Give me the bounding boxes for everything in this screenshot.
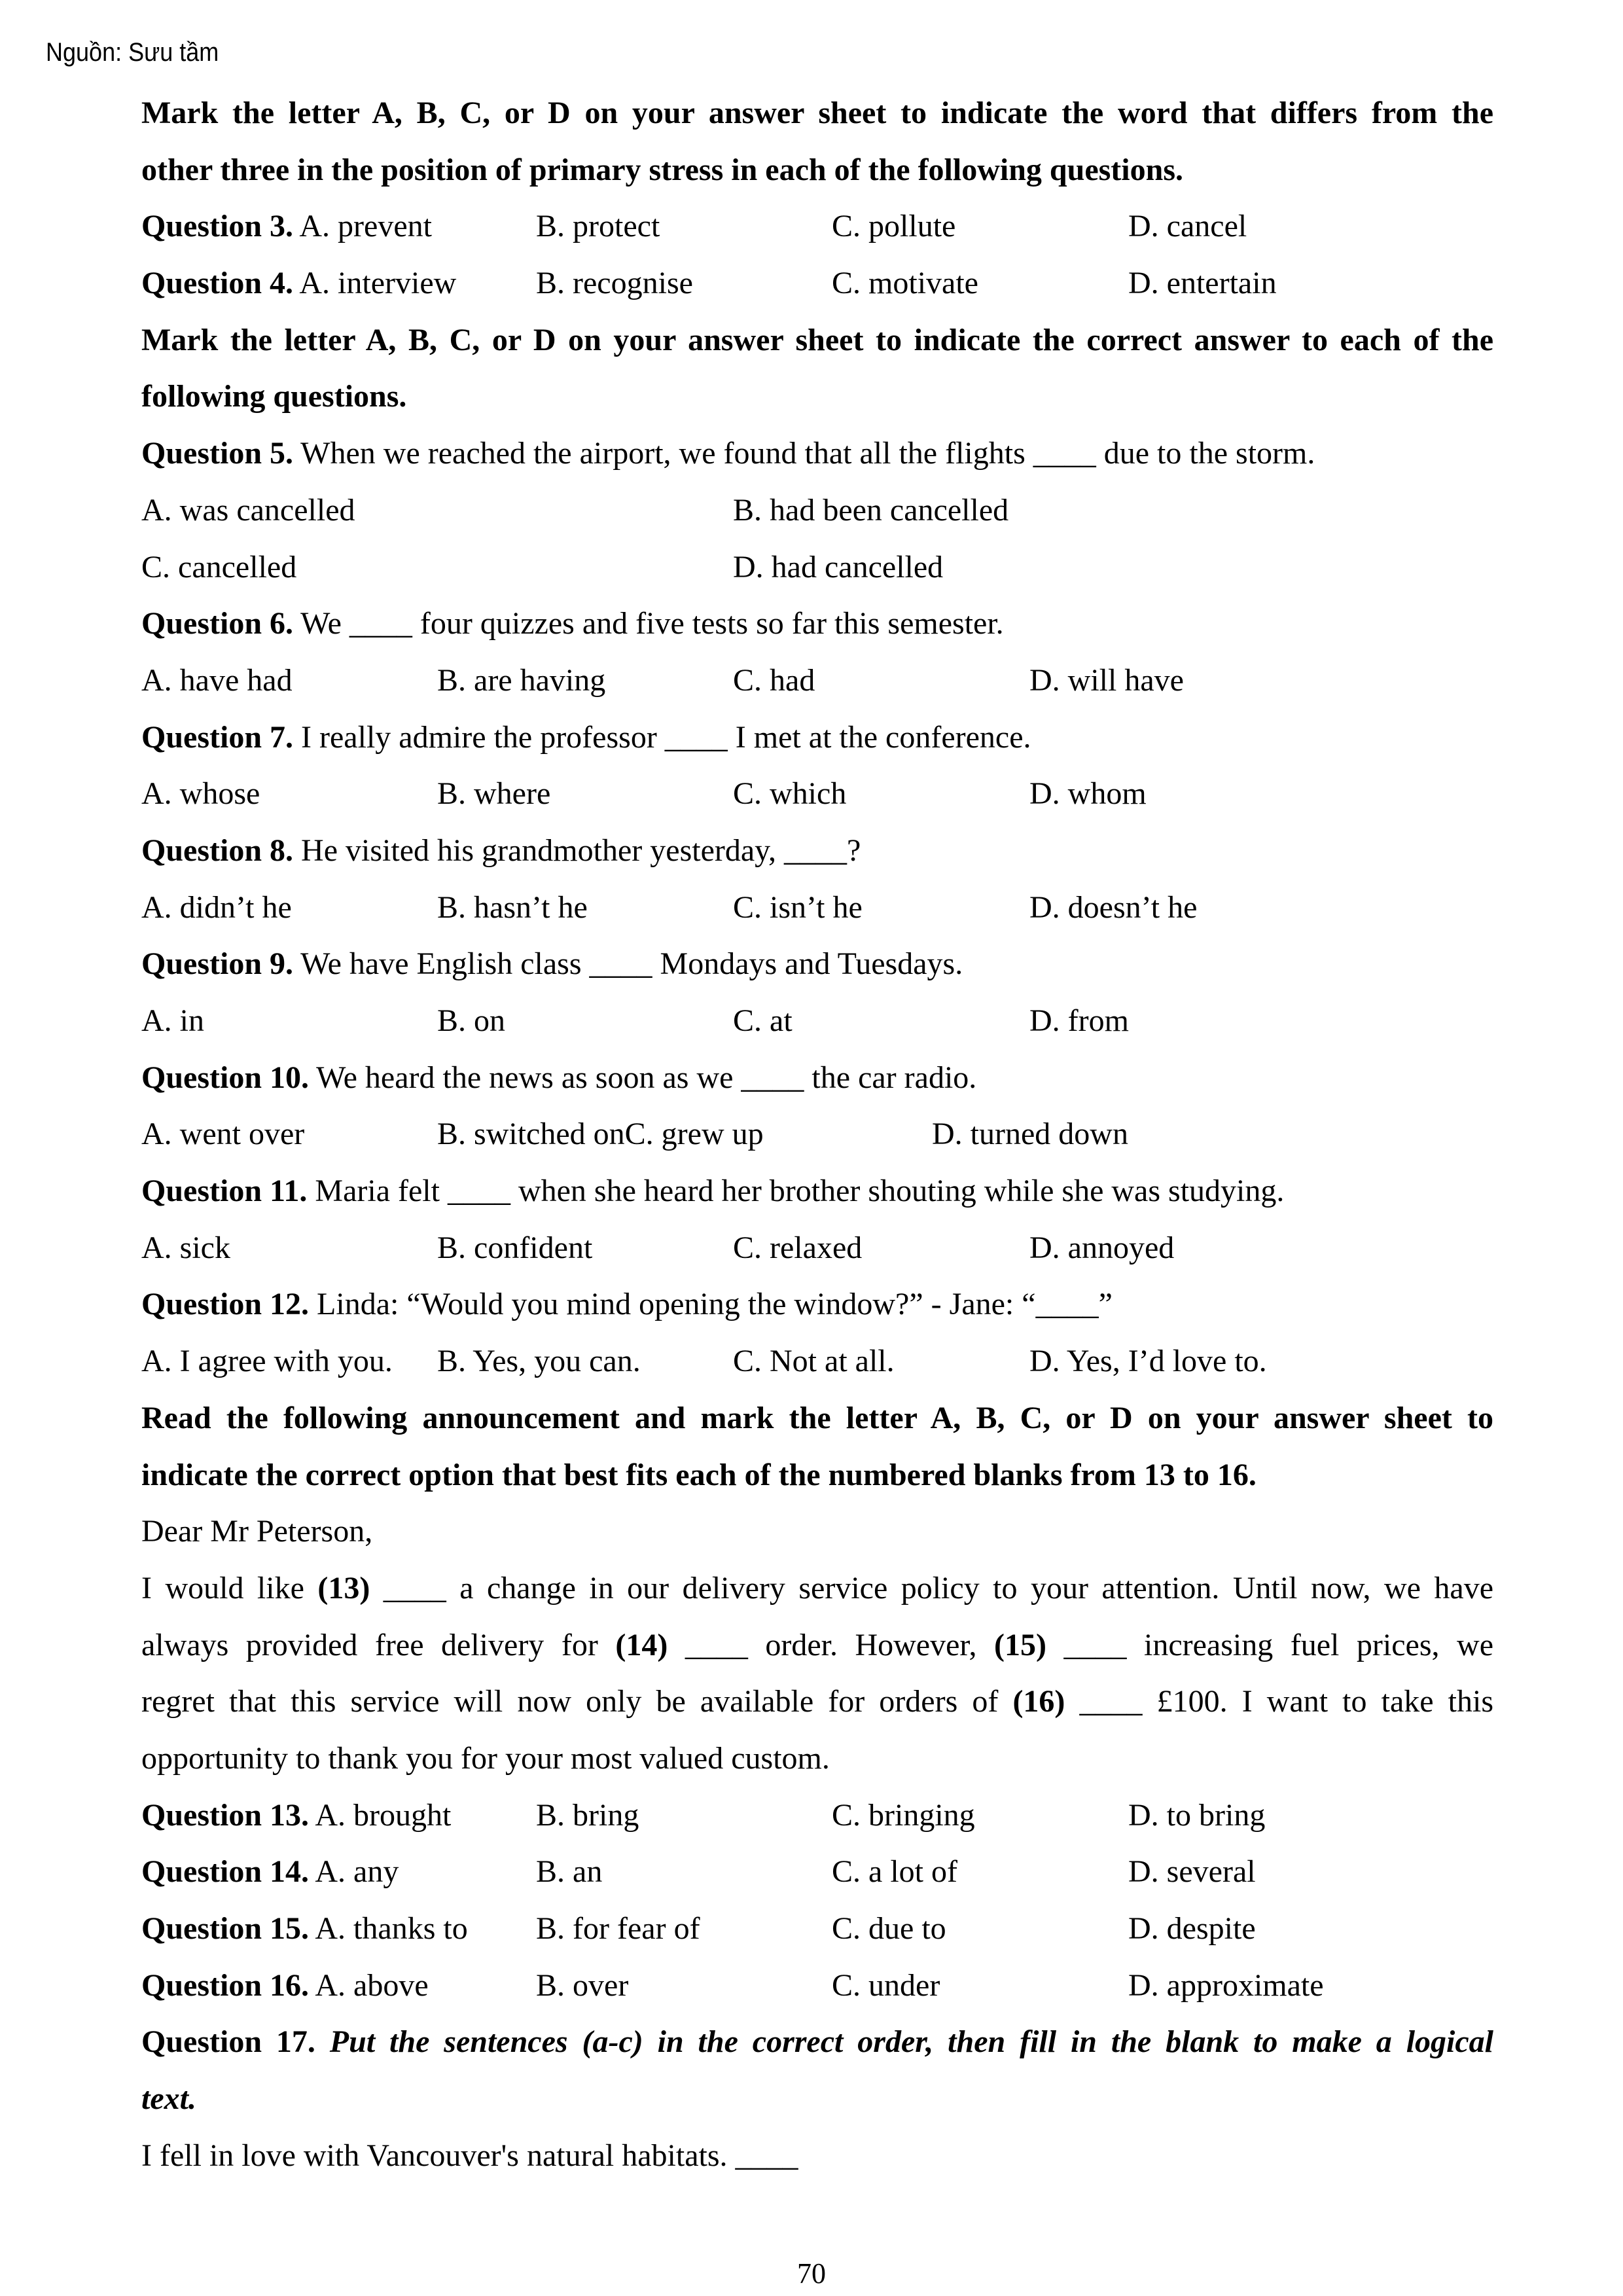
answer-option: D. entertain xyxy=(1128,266,1277,301)
question-10 xyxy=(141,1050,1493,1107)
question-label: Question 15. xyxy=(141,1911,310,1946)
text: Linda: “Would you mind opening the window?” - Jane: “____” xyxy=(309,1287,1113,1322)
answer-option: D. to bring xyxy=(1128,1797,1266,1833)
answer-option: C. had xyxy=(733,662,815,698)
answer-option: B. confident xyxy=(437,1230,593,1265)
bold-text: Question 11. xyxy=(141,1174,308,1209)
text: I would like xyxy=(141,1570,318,1605)
answer-option: B. for fear of xyxy=(536,1911,700,1946)
question-17-line xyxy=(141,2014,1493,2071)
answer-option: C. motivate xyxy=(832,266,978,301)
answer-option: D. will have xyxy=(1029,662,1184,698)
bold-text: Mark the letter A, B, C, or D on your answer sheet to indicate the word that differs from the xyxy=(141,96,1493,130)
answer-option: D. cancel xyxy=(1128,209,1247,244)
question-8 xyxy=(141,823,1493,880)
answer-option: A. thanks to xyxy=(309,1911,468,1946)
bold-text: Mark the letter A, B, C, or D on your answer sheet to indicate the correct answer to each of the xyxy=(141,322,1493,357)
text: Maria felt ____ when she heard her brother shouting while she was studying. xyxy=(307,1174,1285,1209)
answer-option: C. Not at all. xyxy=(733,1344,895,1379)
answer-option: B. an xyxy=(536,1854,603,1890)
question-11 xyxy=(141,1163,1493,1220)
text: always provided free delivery for xyxy=(141,1627,616,1662)
answer-option: B. where xyxy=(437,776,551,812)
bold-text: Question 8. xyxy=(141,833,294,868)
bold-text: Question 9. xyxy=(141,946,294,982)
text: opportunity to thank you for your most valued custom. xyxy=(141,1740,830,1776)
bold-text: Question 17. xyxy=(141,2024,315,2060)
text: Dear Mr Peterson, xyxy=(141,1514,373,1549)
instruction-correct-answer-line xyxy=(141,312,1493,369)
question-17-line xyxy=(141,2071,1493,2128)
question-label: Question 13. xyxy=(141,1797,310,1833)
answer-option: B. protect xyxy=(536,209,660,244)
answer-option: A. have had xyxy=(141,662,293,698)
question-7-options xyxy=(141,766,1493,823)
letter-body-line xyxy=(141,1674,1493,1731)
instruction-stress-line xyxy=(141,142,1493,199)
question-13 xyxy=(141,1787,1493,1844)
answer-option: D. despite xyxy=(1128,1911,1256,1946)
answer-option: A. I agree with you. xyxy=(141,1344,393,1379)
bold-text: following questions. xyxy=(141,379,407,414)
answer-option: C. relaxed xyxy=(733,1230,863,1265)
bold-text: Question 10. xyxy=(141,1060,310,1095)
answer-option: B. on xyxy=(437,1003,506,1038)
text: ____ order. However, xyxy=(668,1627,994,1662)
instruction-announcement-line xyxy=(141,1447,1493,1504)
question-8-options xyxy=(141,880,1493,937)
letter-body-line xyxy=(141,1617,1493,1674)
text: ____ increasing fuel prices, we xyxy=(1046,1627,1494,1662)
bold-text: (15) xyxy=(994,1627,1046,1662)
page-number: 70 xyxy=(797,2257,826,2289)
question-4 xyxy=(141,255,1493,312)
letter-body-line xyxy=(141,1731,1493,1787)
question-17-text xyxy=(141,2128,1493,2185)
question-5-options-row2 xyxy=(141,539,1493,596)
question-11-options xyxy=(141,1220,1493,1277)
question-6 xyxy=(141,596,1493,653)
answer-option: C. under xyxy=(832,1967,940,2003)
answer-option: B. over xyxy=(536,1967,629,2003)
text: I fell in love with Vancouver's natural habitats. ____ xyxy=(141,2138,798,2173)
bold-text: Question 6. xyxy=(141,606,294,641)
question-label: Question 3. xyxy=(141,209,294,244)
answer-option: C. isn’t he xyxy=(733,889,863,925)
answer-option: D. annoyed xyxy=(1029,1230,1175,1265)
question-9 xyxy=(141,936,1493,993)
question-3 xyxy=(141,198,1493,255)
text: We ____ four quizzes and five tests so far this semester. xyxy=(293,606,1004,641)
question-7 xyxy=(141,709,1493,766)
text: We have English class ____ Mondays and Tuesdays. xyxy=(293,946,963,982)
text: regret that this service will now only be available for orders of xyxy=(141,1684,1013,1719)
question-5-options-row1 xyxy=(141,482,1493,539)
question-15 xyxy=(141,1901,1493,1958)
bold-text: other three in the position of primary stress in each of the following questions. xyxy=(141,152,1183,187)
answer-option: C. cancelled xyxy=(141,549,297,584)
bold-text: Read the following announcement and mark the letter A, B, C, or D on your answer sheet to xyxy=(141,1400,1493,1435)
bold-text: Question 7. xyxy=(141,719,294,755)
letter-body-line xyxy=(141,1560,1493,1617)
answer-option: C. pollute xyxy=(832,209,956,244)
answer-option: A. went over xyxy=(141,1117,305,1152)
bold-italic-text: Put the sentences (a-c) in the correct order, then fill in the blank to make a logical xyxy=(315,2024,1494,2060)
text: When we reached the airport, we found that all the flights ____ due to the storm. xyxy=(293,436,1315,471)
answer-option: A. prevent xyxy=(293,209,432,244)
question-label: Question 4. xyxy=(141,266,294,301)
instruction-correct-answer-line xyxy=(141,368,1493,425)
answer-option: B. switched onC. grew up xyxy=(437,1117,764,1152)
answer-option: D. from xyxy=(1029,1003,1129,1038)
answer-option: D. Yes, I’d love to. xyxy=(1029,1344,1267,1379)
answer-option: A. whose xyxy=(141,776,260,812)
source-header: Nguồn: Sưu tầm xyxy=(46,38,219,67)
bold-text: Question 12. xyxy=(141,1287,310,1322)
answer-option: B. recognise xyxy=(536,266,693,301)
answer-option: C. bringing xyxy=(832,1797,975,1833)
answer-option: D. had cancelled xyxy=(733,549,944,584)
text: We heard the news as soon as we ____ the car radio. xyxy=(309,1060,977,1095)
text: I really admire the professor ____ I met at the conference. xyxy=(293,719,1031,755)
question-label: Question 16. xyxy=(141,1967,310,2003)
answer-option: D. approximate xyxy=(1128,1967,1324,2003)
answer-option: B. had been cancelled xyxy=(733,492,1009,528)
question-12-options xyxy=(141,1333,1493,1390)
instruction-stress-line xyxy=(141,85,1493,142)
letter-greeting xyxy=(141,1503,1493,1560)
bold-text: (14) xyxy=(615,1627,668,1662)
text: ____ £100. I want to take this xyxy=(1065,1684,1494,1719)
text: ____ a change in our delivery service policy to your attention. Until now, we have xyxy=(370,1570,1493,1605)
answer-option: A. brought xyxy=(309,1797,452,1833)
bold-text: Question 5. xyxy=(141,436,294,471)
bold-text: (13) xyxy=(317,1570,370,1605)
answer-option: D. turned down xyxy=(932,1117,1128,1152)
answer-option: C. at xyxy=(733,1003,793,1038)
bold-text: indicate the correct option that best fits each of the numbered blanks from 13 to 16. xyxy=(141,1457,1257,1492)
answer-option: A. was cancelled xyxy=(141,492,355,528)
answer-option: A. in xyxy=(141,1003,204,1038)
text: He visited his grandmother yesterday, ____? xyxy=(293,833,861,868)
question-label: Question 14. xyxy=(141,1854,310,1890)
bold-text: (16) xyxy=(1012,1684,1065,1719)
answer-option: A. any xyxy=(309,1854,399,1890)
instruction-announcement-line xyxy=(141,1390,1493,1447)
question-14 xyxy=(141,1844,1493,1901)
answer-option: A. didn’t he xyxy=(141,889,292,925)
answer-option: B. are having xyxy=(437,662,606,698)
answer-option: D. several xyxy=(1128,1854,1256,1890)
document-body xyxy=(141,85,1493,2184)
answer-option: B. bring xyxy=(536,1797,639,1833)
answer-option: A. interview xyxy=(293,266,457,301)
question-6-options xyxy=(141,653,1493,709)
question-10-options xyxy=(141,1106,1493,1163)
answer-option: D. whom xyxy=(1029,776,1147,812)
question-16 xyxy=(141,1958,1493,2015)
answer-option: C. a lot of xyxy=(832,1854,957,1890)
answer-option: A. above xyxy=(309,1967,429,2003)
answer-option: A. sick xyxy=(141,1230,230,1265)
question-12 xyxy=(141,1276,1493,1333)
answer-option: C. due to xyxy=(832,1911,946,1946)
bold-italic-text: text. xyxy=(141,2081,196,2117)
question-5 xyxy=(141,425,1493,482)
question-9-options xyxy=(141,993,1493,1050)
answer-option: D. doesn’t he xyxy=(1029,889,1198,925)
answer-option: B. Yes, you can. xyxy=(437,1344,641,1379)
answer-option: C. which xyxy=(733,776,847,812)
answer-option: B. hasn’t he xyxy=(437,889,588,925)
